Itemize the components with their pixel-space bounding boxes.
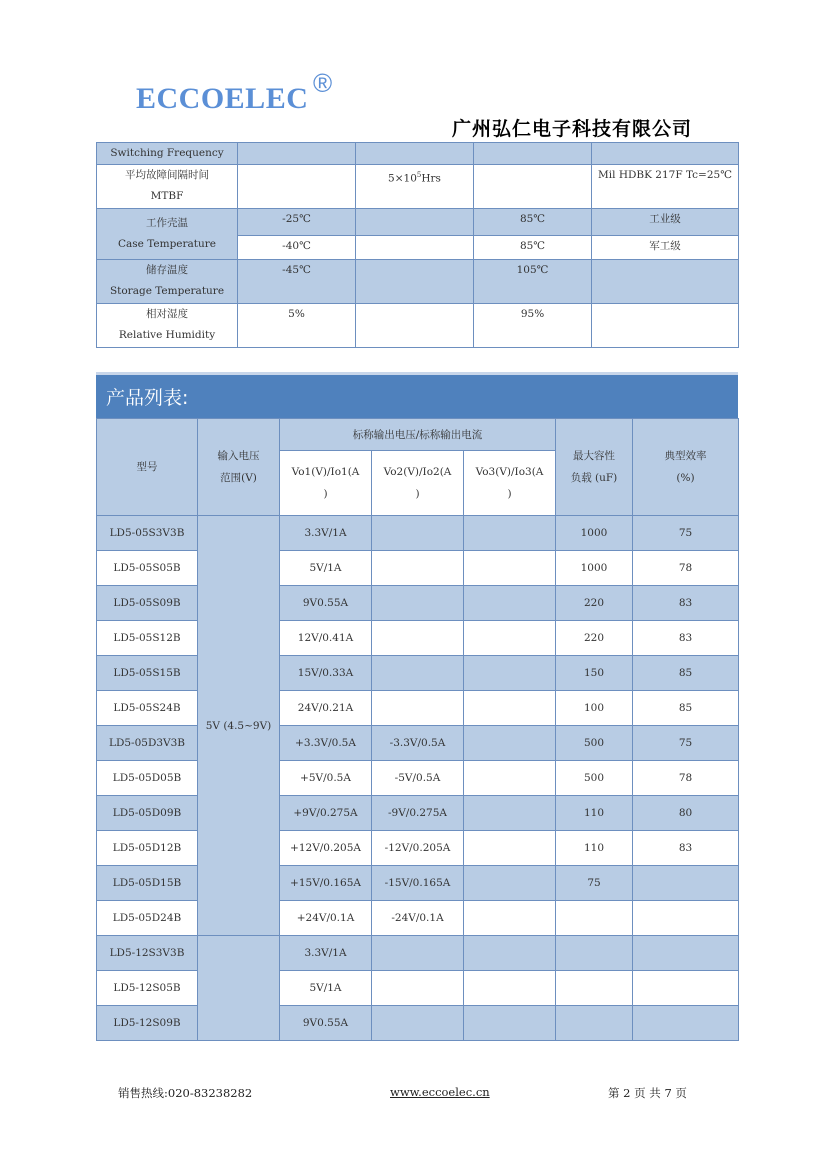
cell-vo3 [464,726,556,761]
cell-efficiency [633,1006,739,1041]
cell-vo3 [464,831,556,866]
cell-input-voltage: 5V (4.5~9V) [198,516,280,936]
table-row [97,1006,739,1041]
cell-efficiency: 78 [633,551,739,586]
cell-capacitive-load: 500 [556,726,633,761]
cell-vo3 [464,971,556,1006]
table-row [97,761,739,796]
cell-vo1: 5V/1A [280,971,372,1006]
cell-vo2 [372,936,464,971]
table-row [97,551,739,586]
cell-vo2 [372,586,464,621]
spec-cell [356,143,474,165]
cell-vo3 [464,621,556,656]
table-row [97,796,739,831]
header-vo1: Vo1(V)/Io1(A ) [280,451,372,516]
cell-efficiency: 75 [633,726,739,761]
cell-capacitive-load: 110 [556,831,633,866]
cell-capacitive-load [556,901,633,936]
spec-note [592,260,739,304]
cell-vo2: -24V/0.1A [372,901,464,936]
header-model: 型号 [97,419,198,516]
cell-model: LD5-05S3V3B [97,516,198,551]
cell-vo2 [372,691,464,726]
cell-model: LD5-05S24B [97,691,198,726]
cell-capacitive-load: 100 [556,691,633,726]
cell-vo2 [372,656,464,691]
spec-row-humidity [97,304,739,348]
spec-note: Mil HDBK 217F Tc=25℃ [592,165,739,209]
cell-model: LD5-05D15B [97,866,198,901]
spec-label: 储存温度 Storage Temperature [97,260,238,304]
cell-capacitive-load: 220 [556,586,633,621]
spec-label: 相对湿度 Relative Humidity [97,304,238,348]
cell-model: LD5-12S09B [97,1006,198,1041]
cell-vo3 [464,796,556,831]
table-row [97,726,739,761]
table-row [97,621,739,656]
cell-model: LD5-05S09B [97,586,198,621]
cell-model: LD5-05D3V3B [97,726,198,761]
cell-vo1: +9V/0.275A [280,796,372,831]
company-name: 广州弘仁电子科技有限公司 [452,118,693,140]
cell-model: LD5-05S15B [97,656,198,691]
cell-vo1: 9V0.55A [280,586,372,621]
spec-max: 105℃ [474,260,592,304]
cell-vo1: 3.3V/1A [280,516,372,551]
cell-capacitive-load: 500 [556,761,633,796]
cell-vo1: 24V/0.21A [280,691,372,726]
cell-efficiency [633,971,739,1006]
spec-min: 5% [238,304,356,348]
cell-input-voltage [198,936,280,1041]
cell-capacitive-load [556,1006,633,1041]
table-row [97,866,739,901]
cell-vo2 [372,551,464,586]
table-row [97,936,739,971]
spec-min: -40℃ [238,236,356,260]
cell-vo2: -9V/0.275A [372,796,464,831]
cell-capacitive-load [556,936,633,971]
spec-max: 85℃ [474,236,592,260]
spec-label: 工作壳温 Case Temperature [97,209,238,260]
spec-min: -25℃ [238,209,356,236]
cell-efficiency [633,901,739,936]
cell-capacitive-load: 1000 [556,516,633,551]
cell-vo3 [464,761,556,796]
header-output-group: 标称输出电压/标称输出电流 [280,419,556,451]
spec-cell [238,143,356,165]
header-input-voltage: 输入电压 范围(V) [198,419,280,516]
spec-typ [356,304,474,348]
company-logo: ECCOELEC [136,82,309,115]
cell-model: LD5-05S12B [97,621,198,656]
cell-vo3 [464,656,556,691]
cell-model: LD5-12S05B [97,971,198,1006]
spec-min: -45℃ [238,260,356,304]
cell-efficiency: 75 [633,516,739,551]
cell-vo2: -3.3V/0.5A [372,726,464,761]
spec-cell [474,165,592,209]
cell-capacitive-load: 150 [556,656,633,691]
cell-efficiency [633,866,739,901]
table-row [97,586,739,621]
product-list-title: 产品列表: [96,372,738,418]
spec-label: 平均故障间隔时间 MTBF [97,165,238,209]
cell-vo1: 15V/0.33A [280,656,372,691]
cell-vo1: +3.3V/0.5A [280,726,372,761]
table-row [97,656,739,691]
spec-note [592,304,739,348]
cell-vo2: -12V/0.205A [372,831,464,866]
table-row [97,516,739,551]
cell-efficiency: 83 [633,586,739,621]
cell-vo3 [464,901,556,936]
cell-vo3 [464,691,556,726]
cell-vo3 [464,1006,556,1041]
header-vo2: Vo2(V)/Io2(A ) [372,451,464,516]
spec-cell [238,165,356,209]
header-max-capacitive-load: 最大容性 负载 (uF) [556,419,633,516]
cell-capacitive-load: 220 [556,621,633,656]
cell-capacitive-load: 75 [556,866,633,901]
website-link[interactable]: www.eccoelec.cn [390,1085,490,1099]
cell-model: LD5-05D12B [97,831,198,866]
spec-row-mtbf [97,165,739,209]
header-row-1 [97,419,739,451]
cell-efficiency: 83 [633,831,739,866]
cell-model: LD5-12S3V3B [97,936,198,971]
cell-vo3 [464,936,556,971]
page-number: 第 2 页 共 7 页 [608,1086,687,1100]
cell-efficiency: 78 [633,761,739,796]
spec-table [96,142,739,348]
cell-efficiency: 83 [633,621,739,656]
header-efficiency: 典型效率 (%) [633,419,739,516]
sales-hotline: 销售热线:020-83238282 [118,1086,253,1100]
cell-vo1: 12V/0.41A [280,621,372,656]
spec-typ [356,260,474,304]
cell-vo1: 5V/1A [280,551,372,586]
cell-model: LD5-05D24B [97,901,198,936]
spec-cell [592,143,739,165]
product-table [96,418,739,1041]
cell-model: LD5-05S05B [97,551,198,586]
cell-vo2 [372,621,464,656]
cell-capacitive-load [556,971,633,1006]
cell-vo2 [372,1006,464,1041]
cell-vo2: -5V/0.5A [372,761,464,796]
product-rows [97,516,739,1041]
cell-vo2: -15V/0.165A [372,866,464,901]
spec-max: 85℃ [474,209,592,236]
cell-vo3 [464,866,556,901]
spec-row-switching-frequency [97,143,739,165]
spec-typ [356,236,474,260]
spec-label: Switching Frequency [97,143,238,165]
cell-vo1: 9V0.55A [280,1006,372,1041]
spec-typ [356,209,474,236]
registered-mark: ® [313,68,333,98]
spec-cell [474,143,592,165]
spec-note: 工业级 [592,209,739,236]
cell-vo1: +15V/0.165A [280,866,372,901]
cell-capacitive-load: 1000 [556,551,633,586]
cell-vo1: +5V/0.5A [280,761,372,796]
cell-model: LD5-05D09B [97,796,198,831]
cell-vo1: +12V/0.205A [280,831,372,866]
cell-vo1: +24V/0.1A [280,901,372,936]
cell-capacitive-load: 110 [556,796,633,831]
cell-vo3 [464,586,556,621]
spec-note: 军工级 [592,236,739,260]
cell-efficiency: 80 [633,796,739,831]
spec-mtbf-value: $5\times 10^5Hrs$ [356,165,474,209]
table-row [97,901,739,936]
table-row [97,691,739,726]
cell-vo2 [372,516,464,551]
spec-max: 95% [474,304,592,348]
spec-row-storage-temp [97,260,739,304]
cell-model: LD5-05D05B [97,761,198,796]
table-row [97,831,739,866]
cell-vo3 [464,551,556,586]
cell-efficiency: 85 [633,691,739,726]
cell-vo1: 3.3V/1A [280,936,372,971]
cell-efficiency [633,936,739,971]
table-row [97,971,739,1006]
cell-vo2 [372,971,464,1006]
cell-efficiency: 85 [633,656,739,691]
cell-vo3 [464,516,556,551]
spec-row-case-temp [97,209,739,236]
header-vo3: Vo3(V)/Io3(A ) [464,451,556,516]
